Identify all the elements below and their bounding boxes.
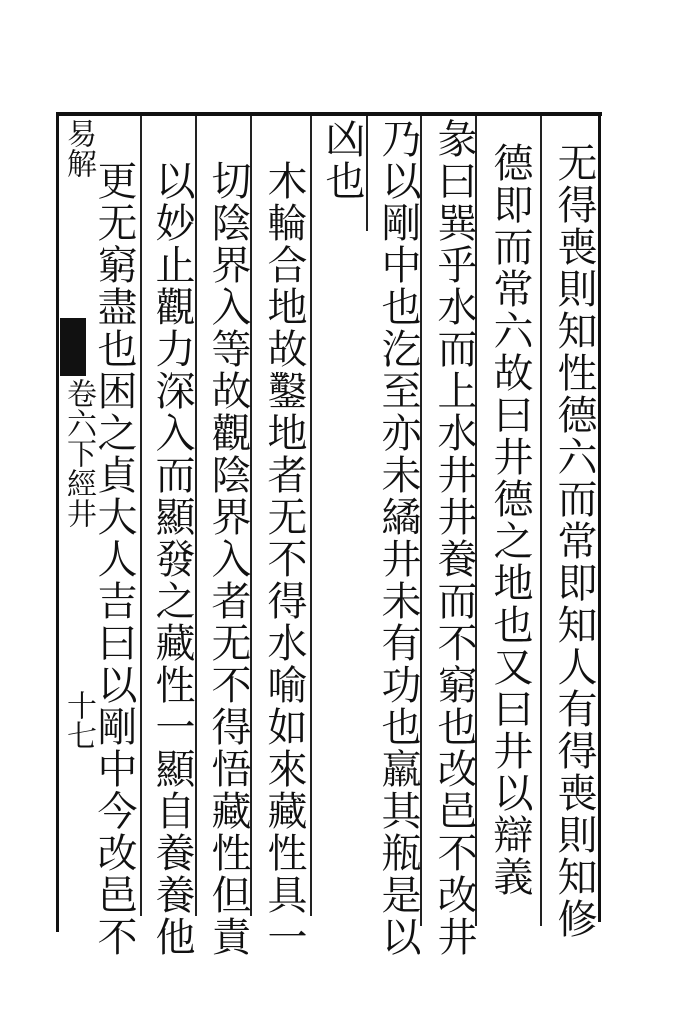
text-column-5: 凶也 xyxy=(319,118,365,202)
text-column-9: 更无窮盡也困之貞大人吉曰以剛中今改邑不 xyxy=(91,160,137,958)
chapter-label: 卷六下經井 xyxy=(61,378,96,528)
text-column-7: 切陰界入等故觀陰界入者无不得悟藏性但責 xyxy=(205,160,251,958)
page-number: 十七 xyxy=(61,690,96,750)
column-rule xyxy=(310,116,312,916)
fishtail-mark xyxy=(60,318,86,376)
text-column-8: 以妙止觀力深入而顯發之藏性一顯自養養他 xyxy=(149,160,195,958)
book-title: 易解 xyxy=(61,118,96,178)
text-column-3: 彖曰巽乎水而上水井井養而不窮也改邑不改井 xyxy=(431,118,477,958)
column-rule xyxy=(140,116,142,916)
text-column-1: 无得喪則知性德六而常即知人有得喪則知修 xyxy=(551,142,597,940)
text-column-6: 木輪合地故鑿地者无不得水喻如來藏性具一 xyxy=(261,160,307,958)
frame-top-border xyxy=(56,112,602,116)
text-column-4: 乃以剛中也汔至亦未繘井未有功也羸其瓶是以 xyxy=(375,118,421,958)
column-rule xyxy=(540,116,542,926)
text-column-2: 德即而常六故曰井德之地也又曰井以辯義 xyxy=(487,142,533,898)
